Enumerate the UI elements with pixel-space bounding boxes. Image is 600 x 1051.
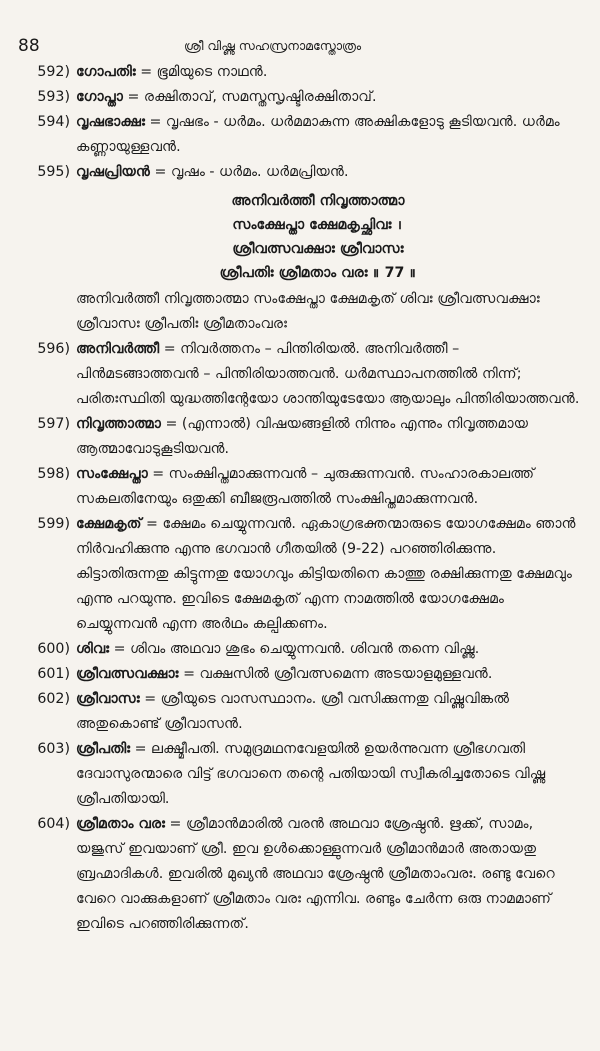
entry-definition: = (എന്നാൽ) വിഷയങ്ങളിൽ നിന്നും എന്നും നിവൃത്തമായ ആത്മാവോടുകൂടിയവൻ. [76, 416, 529, 457]
sanskrit-verse [54, 189, 582, 285]
entry-term: ക്ഷേമകൃത് [76, 516, 142, 532]
entry-definition: = സംക്ഷിപ്തമാക്കുന്നവൻ – ചുരുക്കുന്നവൻ. സംഹാരകാലത്ത് സകലതിനേയും ഒതുക്കി ബീജരൂപത്തിൽ സംക്ഷിപ്തമാക്കുന്നവൻ. [76, 466, 535, 507]
entry-definition: = വൃഷഭം - ധർമം. ധർമമാകുന്ന അക്ഷികളോടു കൂടിയവൻ. ധർമം കണ്ണായുള്ളവൻ. [76, 114, 560, 155]
entry-number: 593) [37, 89, 70, 105]
entry-number: 604) [37, 816, 70, 832]
entry-term: ശ്രീവാസഃ [76, 691, 140, 707]
entry-number: 595) [37, 164, 70, 180]
entry-number: 596) [37, 341, 70, 357]
entry-definition: = ശിവം അഥവാ ശുഭം ചെയ്യുന്നവൻ. ശിവൻ തന്നെ വിഷ്ണു. [109, 641, 480, 657]
entries-list-b [14, 337, 582, 937]
entry-term: നിവൃത്താത്മാ [76, 416, 161, 432]
entry-number: 592) [37, 64, 70, 80]
entry-term: സംക്ഷേപ്താ [76, 466, 148, 482]
entry-definition: = ക്ഷേമം ചെയ്യുന്നവൻ. ഏകാഗ്രഭക്തന്മാരുടെ യോഗക്ഷേമം ഞാൻ നിർവഹിക്കുന്നു എന്നു ഭഗവാൻ ഗീതയിൽ (9-22) പറഞ്ഞിരിക്കുന്നു. കിട്ടാതിരുന്നതു കിട്ടുന്നതു യോഗവും കിട്ടിയതിനെ കാത്തു രക്ഷിക്കുന്നതു ക്ഷേമവും എന്നു പറയുന്നു. ഇവിടെ ക്ഷേമകൃത് എന്ന നാമത്തിൽ യോഗക്ഷേമം ചെയ്യുന്നവൻ എന്ന അർഥം കല്പിക്കണം. [76, 516, 576, 632]
entry-term: വൃഷഭാക്ഷഃ [76, 114, 145, 130]
entry-604 [14, 812, 582, 937]
entry-definition: = ശ്രീമാൻമാരിൽ വരൻ അഥവാ ശ്രേഷ്ഠൻ. ഋക്ക്, സാമം, യജുസ് ഇവയാണ് ശ്രീ. ഇവ ഉൾക്കൊള്ളുന്നവർ ശ്രീമാൻമാർ അതായതു ബ്രഹ്മാദികൾ. ഇവരിൽ മുഖ്യൻ അഥവാ ശ്രേഷ്ഠൻ ശ്രീമതാംവരഃ. രണ്ടു വേറെ വേറെ വാക്കുകളാണ് ശ്രീമതാം വരഃ എന്നിവ. രണ്ടും ചേർന്ന ഒരു നാമമാണ് ഇവിടെ പറഞ്ഞിരിക്കുന്നത്. [76, 816, 555, 932]
running-title: ശ്രീ വിഷ്ണു സഹസ്രനാമസ്തോത്രം [184, 38, 362, 53]
entry-term: അനിവർത്തീ [76, 341, 160, 357]
entry-number: 598) [37, 466, 70, 482]
entry-definition: = ശ്രീയുടെ വാസസ്ഥാനം. ശ്രീ വസിക്കുന്നതു വിഷ്ണുവിങ്കൽ അതുകൊണ്ട് ശ്രീവാസൻ. [76, 691, 510, 732]
verse-line-2: സംക്ഷേപ്താ ക്ഷേമകൃച്ഛിവഃ । [232, 217, 404, 233]
verse-line-1: അനിവർത്തീ നിവൃത്താത്മാ [231, 193, 405, 209]
entry-term: വൃഷപ്രിയൻ [76, 164, 151, 180]
entry-number: 600) [37, 641, 70, 657]
page-number: 88 [18, 36, 40, 56]
entry-599 [14, 512, 582, 637]
verse-line-3: ശ്രീവത്സവക്ഷാഃ ശ്രീവാസഃ [232, 241, 404, 257]
entry-594 [14, 110, 582, 160]
entry-term: ശിവഃ [76, 641, 110, 657]
entry-term: ശ്രീവത്സവക്ഷാഃ [76, 666, 179, 682]
entry-number: 603) [37, 741, 70, 757]
verse-prose: അനിവർത്തീ നിവൃത്താത്മാ സംക്ഷേപ്താ ക്ഷേമകൃത് ശിവഃ ശ്രീവത്സവക്ഷാഃ ശ്രീവാസഃ ശ്രീപതിഃ ശ്രീമതാംവരഃ [76, 291, 540, 332]
entry-number: 599) [37, 516, 70, 532]
entry-definition: = നിവർത്തനം – പിന്തിരിയൽ. അനിവർത്തീ – പിൻമടങ്ങാത്തവൻ – പിന്തിരിയാത്തവൻ. ധർമസ്ഥാപനത്തിൽ നിന്ന്; പരിതഃസ്ഥിതി യുദ്ധത്തിന്റേയോ ശാന്തിയുടേയോ ആയാലും പിന്തിരിയാത്തവൻ. [76, 341, 580, 407]
entry-598 [14, 462, 582, 512]
entries-list-a [14, 60, 582, 185]
entry-596 [14, 337, 582, 412]
entry-number: 601) [37, 666, 70, 682]
entry-number: 597) [37, 416, 70, 432]
entry-number: 602) [37, 691, 70, 707]
entry-definition: = രക്ഷിതാവ്, സമസ്തസൃഷ്ടിരക്ഷിതാവ്. [123, 89, 377, 105]
verse-line-4: ശ്രീപതിഃ ശ്രീമതാം വരഃ ॥ 77 ॥ [219, 265, 417, 281]
entry-term: ശ്രീപതിഃ [76, 741, 131, 757]
entry-term: ഗോപതിഃ [76, 64, 136, 80]
entry-definition: = വൃഷം - ധർമം. ധർമപ്രിയൻ. [150, 164, 349, 180]
entry-603 [14, 737, 582, 812]
entry-definition: = ഭൂമിയുടെ നാഥൻ. [135, 64, 268, 80]
entry-term: ഗോപ്താ [76, 89, 123, 105]
entry-601 [14, 662, 582, 687]
page-header [14, 30, 582, 60]
entry-definition: = വക്ഷസിൽ ശ്രീവത്സമെന്ന അടയാളമുള്ളവൻ. [178, 666, 493, 682]
entry-602 [14, 687, 582, 737]
entry-592 [14, 60, 582, 85]
entry-definition: = ലക്ഷ്മീപതി. സമുദ്രമഥനവേളയിൽ ഉയർന്നുവന്ന ശ്രീഭഗവതി ദേവാസുരന്മാരെ വിട്ട് ഭഗവാനെ തന്റെ പതിയായി സ്വീകരിച്ചതോടെ വിഷ്ണു ശ്രീപതിയായി. [76, 741, 546, 807]
entry-term: ശ്രീമതാം വരഃ [76, 816, 166, 832]
entry-595 [14, 160, 582, 185]
entry-number: 594) [37, 114, 70, 130]
entry-600 [14, 637, 582, 662]
entry-597 [14, 412, 582, 462]
entry-593 [14, 85, 582, 110]
